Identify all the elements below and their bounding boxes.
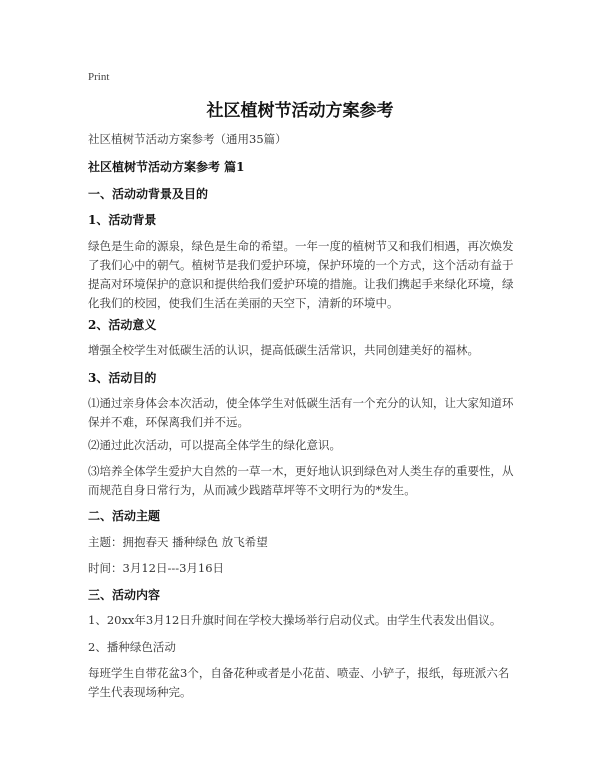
paragraph-content-3: 每班学生自带花盆3个，自备花种或者是小花苗、喷壶、小铲子，报纸，每班派六名学生代表现场种完。 bbox=[88, 666, 510, 699]
heading-activity-background: 1、活动背景 bbox=[88, 213, 157, 227]
paragraph-purpose-3: ⑶培养全体学生爱护大自然的一草一木，更好地认识到绿色对人类生存的重要性，从而规范自身日常行为，从而减少践踏草坪等不文明行为的*发生。 bbox=[88, 464, 514, 497]
heading-purpose: 3、活动目的 bbox=[88, 371, 157, 385]
paragraph-background: 绿色是生命的源泉，绿色是生命的希望。一年一度的植树节又和我们相遇，再次焕发了我们心中的朝气。植树节是我们爱护环境，保护环境的一个方式，这个活动有益于提高对环境保护的意识和提供给我们爱护环境的措施。让我们携起手来绿化环境，绿化我们的校园，使我们生活在美丽的天空下，清新的环境中。 bbox=[88, 239, 514, 310]
paragraph-significance: 增强全校学生对低碳生活的认识，提高低碳生活常识，共同创建美好的福林。 bbox=[88, 343, 479, 357]
document-subtitle: 社区植树节活动方案参考（通用35篇） bbox=[88, 132, 287, 146]
paragraph-theme: 主题：拥抱春天 播种绿色 放飞希望 bbox=[88, 535, 268, 549]
heading-background-goals: 一、活动动背景及目的 bbox=[88, 187, 209, 201]
section-title: 社区植树节活动方案参考 篇1 bbox=[88, 160, 245, 174]
paragraph-content-1: 1、20xx年3月12日升旗时间在学校大操场举行启动仪式。由学生代表发出倡议。 bbox=[88, 613, 502, 627]
heading-significance: 2、活动意义 bbox=[88, 318, 157, 332]
heading-content: 三、活动内容 bbox=[88, 588, 161, 602]
paragraph-content-2: 2、播种绿色活动 bbox=[88, 640, 176, 654]
document-title: 社区植树节活动方案参考 bbox=[206, 101, 394, 121]
heading-theme: 二、活动主题 bbox=[88, 509, 161, 523]
paragraph-purpose-1: ⑴通过亲身体会本次活动，使全体学生对低碳生活有一个充分的认知，让大家知道环保并不难，环保离我们并不远。 bbox=[88, 396, 514, 429]
paragraph-time: 时间：3月12日---3月16日 bbox=[88, 561, 225, 575]
print-label: Print bbox=[88, 71, 110, 83]
paragraph-purpose-2: ⑵通过此次活动，可以提高全体学生的绿化意识。 bbox=[88, 438, 341, 452]
